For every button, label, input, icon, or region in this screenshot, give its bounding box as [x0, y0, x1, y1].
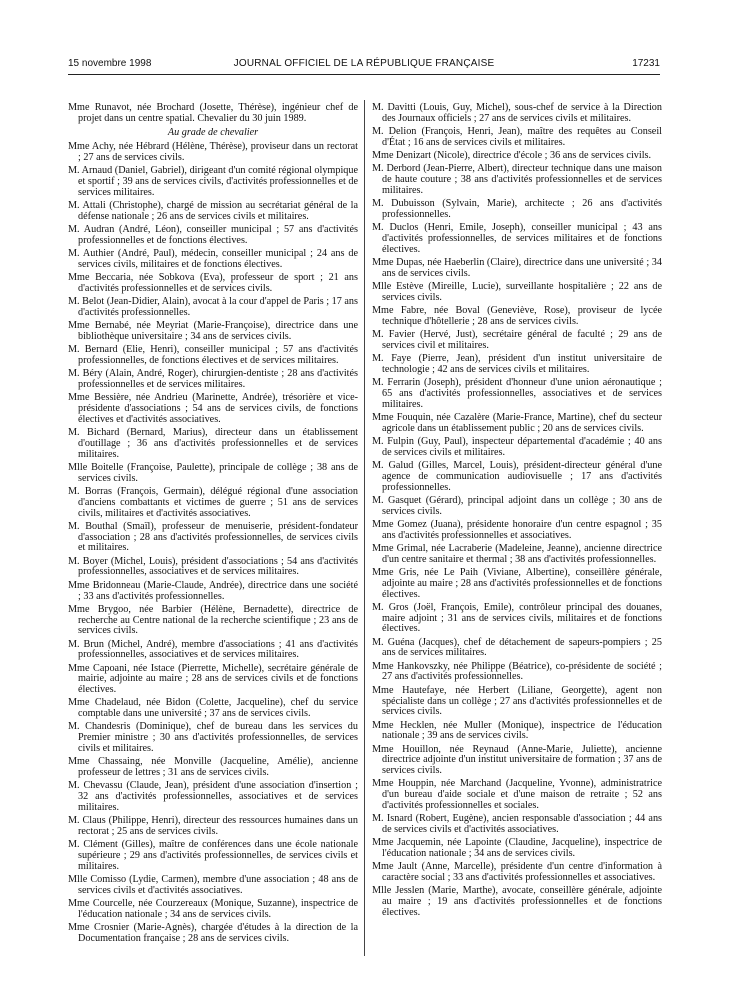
header-page-number: 17231: [632, 58, 660, 69]
honoree-entry: M. Gros (Joël, François, Emile), contrôleur principal des douanes, maire adjoint ; 31 ans de services civils, militaires et de fonctions électives.: [372, 601, 662, 635]
honoree-entry: M. Chevassu (Claude, Jean), président d'une association d'insertion ; 32 ans d'activités professionnelles, associatives et de services militaires.: [68, 780, 358, 813]
subheading: Au grade de chevalier: [167, 126, 259, 138]
honoree-entry: M. Audran (André, Léon), conseiller municipal ; 57 ans d'activités professionnelles et de fonctions électives.: [68, 224, 358, 246]
honoree-entry: M. Borras (François, Germain), délégué régional d'une association d'anciens combattants et victimes de guerre ; 51 ans de services civils, militaires et d'activités associatives.: [68, 486, 358, 519]
honoree-entry: M. Béry (Alain, André, Roger), chirurgien-dentiste ; 28 ans d'activités professionnelles et de services militaires.: [68, 368, 358, 391]
honoree-entry: M. Dubuisson (Sylvain, Marie), architecte ; 26 ans d'activités professionnelles.: [372, 198, 662, 220]
honoree-entry: Mlle Jesslen (Marie, Marthe), avocate, conseillère générale, adjointe au maire ; 19 ans d'activités professionnelles et de fonctions électives.: [372, 885, 662, 918]
honoree-entry: Mme Fouquin, née Cazalère (Marie-France, Martine), chef du secteur agricole dans un établissement public ; 20 ans de services civils.: [372, 412, 662, 434]
honoree-entry: Mlle Comisso (Lydie, Carmen), membre d'une association ; 48 ans de services civils et d'activités associatives.: [68, 873, 358, 896]
honoree-entry: M. Derbord (Jean-Pierre, Albert), directeur technique dans une maison de haute couture ; 38 ans d'activités professionnelles et de services militaires.: [372, 163, 662, 196]
honoree-entry: M. Chandesris (Dominique), chef de bureau dans les services du Premier ministre ; 30 ans d'activités professionnelles, de services civils et militaires.: [68, 721, 358, 754]
honoree-entry: Mme Hautefaye, née Herbert (Liliane, Georgette), agent non spécialiste dans un collège ; 27 ans d'activités professionnelles et de services civils.: [372, 684, 662, 718]
honoree-entry: Mme Houppin, née Marchand (Jacqueline, Yvonne), administratrice d'un bureau d'aide sociale et d'une maison de retraite ; 52 ans d'activités professionnelles et sociales.: [372, 778, 662, 811]
honoree-entry: M. Attali (Christophe), chargé de mission au secrétariat général de la défense nationale ; 26 ans de services civils et militaires.: [68, 200, 358, 222]
honoree-entry: M. Faye (Pierre, Jean), président d'un institut universitaire de technologie ; 42 ans de services civils et militaires.: [372, 353, 662, 375]
page-header: [68, 58, 660, 72]
right-column: [372, 103, 662, 921]
honoree-entry: Mme Gris, née Le Paih (Viviane, Albertine), conseillère générale, adjointe au maire ; 28 ans d'activités professionnelles et de fonctions électives.: [372, 567, 662, 600]
honoree-entry: M. Isnard (Robert, Eugène), ancien responsable d'association ; 44 ans de services civils et d'activités associatives.: [372, 813, 662, 835]
honoree-entry: M. Galud (Gilles, Marcel, Louis), président-directeur général d'une agence de communication audiovisuelle ; 17 ans d'activités professionnelles.: [372, 460, 662, 493]
honoree-entry: M. Ferrarin (Joseph), président d'honneur d'une union aéronautique ; 65 ans d'activités professionnelles, associatives et de services militaires.: [372, 377, 662, 410]
honoree-entry: Mme Beccaria, née Sobkova (Eva), professeur de sport ; 21 ans d'activités professionnelles et de services civils.: [68, 272, 358, 294]
honoree-entry: Mme Bernabé, née Meyriat (Marie-Françoise), directrice dans une bibliothèque universitaire ; 34 ans de services civils.: [68, 320, 358, 343]
honoree-entry: Mlle Estève (Mireille, Lucie), surveillante hospitalière ; 22 ans de services civils.: [372, 281, 662, 303]
honoree-entry: Mme Fabre, née Boval (Geneviève, Rose), proviseur de lycée technique d'hôtellerie ; 28 ans de services civils.: [372, 305, 662, 327]
honoree-entry: Mme Grimal, née Lacraberie (Madeleine, Jeanne), ancienne directrice d'un centre sanitaire et thermal ; 38 ans d'activités professionnelles.: [372, 543, 662, 565]
honoree-entry: M. Duclos (Henri, Emile, Joseph), conseiller municipal ; 43 ans d'activités professionnelles, de services militaires et de fonctions électives.: [372, 222, 662, 255]
honoree-entry: Mme Bessière, née Andrieu (Marinette, Andrée), trésorière et vice-présidente d'associations ; 54 ans de services civils, de fonctions électives et d'activités associatives.: [68, 392, 358, 425]
honoree-entry: M. Bouthal (Smaïl), professeur de menuiserie, président-fondateur d'association ; 28 ans d'activités professionnelles, de services civils et militaires.: [68, 520, 358, 554]
honoree-entry: M. Favier (Hervé, Just), secrétaire général de faculté ; 29 ans de services civil et militaires.: [372, 329, 662, 351]
honoree-entry: Mme Brygoo, née Barbier (Hélène, Bernadette), directrice de recherche au Centre national de la recherche scientifique ; 23 ans de services civils.: [68, 603, 358, 637]
column-divider: [364, 100, 365, 956]
honoree-entry: M. Authier (André, Paul), médecin, conseiller municipal ; 24 ans de services civils, militaires et de fonctions électives.: [68, 248, 358, 270]
honoree-entry: Mme Jault (Anne, Marcelle), présidente d'un centre d'information à caractère social ; 33 ans d'activités professionnelles et associatives.: [372, 861, 662, 884]
honoree-entry: Mme Hankovszky, née Philippe (Béatrice), co-présidente de société ; 27 ans d'activités professionnelles.: [372, 660, 662, 683]
honoree-entry: M. Bernard (Elie, Henri), conseiller municipal ; 57 ans d'activités professionnelles, de fonctions électives et de services militaires.: [68, 344, 358, 367]
honoree-entry: Mme Chassaing, née Monville (Jacqueline, Amélie), ancienne professeur de lettres ; 31 ans de services civils.: [68, 756, 358, 779]
honoree-entry: M. Gasquet (Gérard), principal adjoint dans un collège ; 30 ans de services civils.: [372, 494, 662, 517]
honoree-entry: M. Boyer (Michel, Louis), président d'associations ; 54 ans d'activités professionnelles, associatives et de services militaires.: [68, 555, 358, 578]
honoree-entry: Mlle Boitelle (Françoise, Paulette), principale de collège ; 38 ans de services civils.: [68, 462, 358, 484]
left-column: [68, 103, 358, 947]
honoree-entry: M. Clément (Gilles), maître de conférences dans une école nationale supérieure ; 29 ans d'activités professionnelles, de services civils et militaires.: [68, 839, 358, 872]
honoree-entry: Mme Courcelle, née Courzereaux (Monique, Suzanne), inspectrice de l'éducation nationale ; 34 ans de services civils.: [68, 898, 358, 920]
header-rule: [68, 74, 660, 75]
honoree-entry: M. Guéna (Jacques), chef de détachement de sapeurs-pompiers ; 25 ans de services militaires.: [372, 636, 662, 659]
honoree-entry: Mme Jacquemin, née Lapointe (Claudine, Jacqueline), inspectrice de l'éducation nationale ; 34 ans de services civils.: [372, 837, 662, 860]
honoree-entry: Mme Bridonneau (Marie-Claude, Andrée), directrice dans une société ; 33 ans d'activités professionnelles.: [68, 579, 358, 602]
honoree-entry: Mme Chadelaud, née Bidon (Colette, Jacqueline), chef du service comptable dans une université ; 37 ans de services civils.: [68, 697, 358, 720]
honoree-entry: M. Claus (Philippe, Henri), directeur des ressources humaines dans un rectorat ; 25 ans de services civils.: [68, 815, 358, 837]
intro-entry: Mme Runavot, née Brochard (Josette, Thérèse), ingénieur chef de projet dans un centre spatial. Chevalier du 30 juin 1989.: [68, 102, 358, 124]
honoree-entry: Mme Dupas, née Haeberlin (Claire), directrice dans une université ; 34 ans de services civils.: [372, 257, 662, 279]
honoree-entry: M. Fulpin (Guy, Paul), inspecteur départemental d'académie ; 40 ans de services civils et militaires.: [372, 436, 662, 458]
honoree-entry: Mme Houillon, née Reynaud (Anne-Marie, Juliette), ancienne directrice adjointe d'un institut universitaire de formation ; 37 ans de services civils.: [372, 743, 662, 777]
honoree-entry: Mme Crosnier (Marie-Agnès), chargée d'études à la direction de la Documentation française ; 28 ans de services civils.: [68, 922, 358, 944]
honoree-entry: M. Davitti (Louis, Guy, Michel), sous-chef de service à la Direction des Journaux officiels ; 27 ans de services civils et militaires.: [372, 102, 662, 124]
honoree-entry: Mme Capoani, née Istace (Pierrette, Michelle), secrétaire générale de mairie, adjointe au maire ; 28 ans de services civils et de fonctions électives.: [68, 662, 358, 696]
honoree-entry: M. Brun (Michel, André), membre d'associations ; 41 ans d'activités professionnelles, associatives et de services militaires.: [68, 638, 358, 661]
honoree-entry: M. Bichard (Bernard, Marius), directeur dans un établissement d'outillage ; 36 ans d'activités professionnelles et de services militaires.: [68, 427, 358, 460]
honoree-entry: Mme Gomez (Juana), présidente honoraire d'un centre espagnol ; 35 ans d'activités professionnelles et associatives.: [372, 519, 662, 541]
header-title: JOURNAL OFFICIEL DE LA RÉPUBLIQUE FRANÇAISE: [233, 58, 495, 69]
honoree-entry: Mme Denizart (Nicole), directrice d'école ; 36 ans de services civils.: [372, 150, 652, 162]
honoree-entry: M. Belot (Jean-Didier, Alain), avocat à la cour d'appel de Paris ; 17 ans d'activités professionnelles.: [68, 296, 358, 319]
honoree-entry: M. Delion (François, Henri, Jean), maître des requêtes au Conseil d'État ; 16 ans de services civils et militaires.: [372, 126, 662, 148]
honoree-entry: Mme Hecklen, née Muller (Monique), inspectrice de l'éducation nationale ; 39 ans de services civils.: [372, 719, 662, 742]
honoree-entry: Mme Achy, née Hébrard (Hélène, Thérèse), proviseur dans un rectorat ; 27 ans de services civils.: [68, 141, 358, 163]
header-date: 15 novembre 1998: [68, 58, 152, 69]
honoree-entry: M. Arnaud (Daniel, Gabriel), dirigeant d'un comité régional olympique et sportif ; 39 ans de services civils, d'activités professionnelles et de services militaires.: [68, 165, 358, 198]
